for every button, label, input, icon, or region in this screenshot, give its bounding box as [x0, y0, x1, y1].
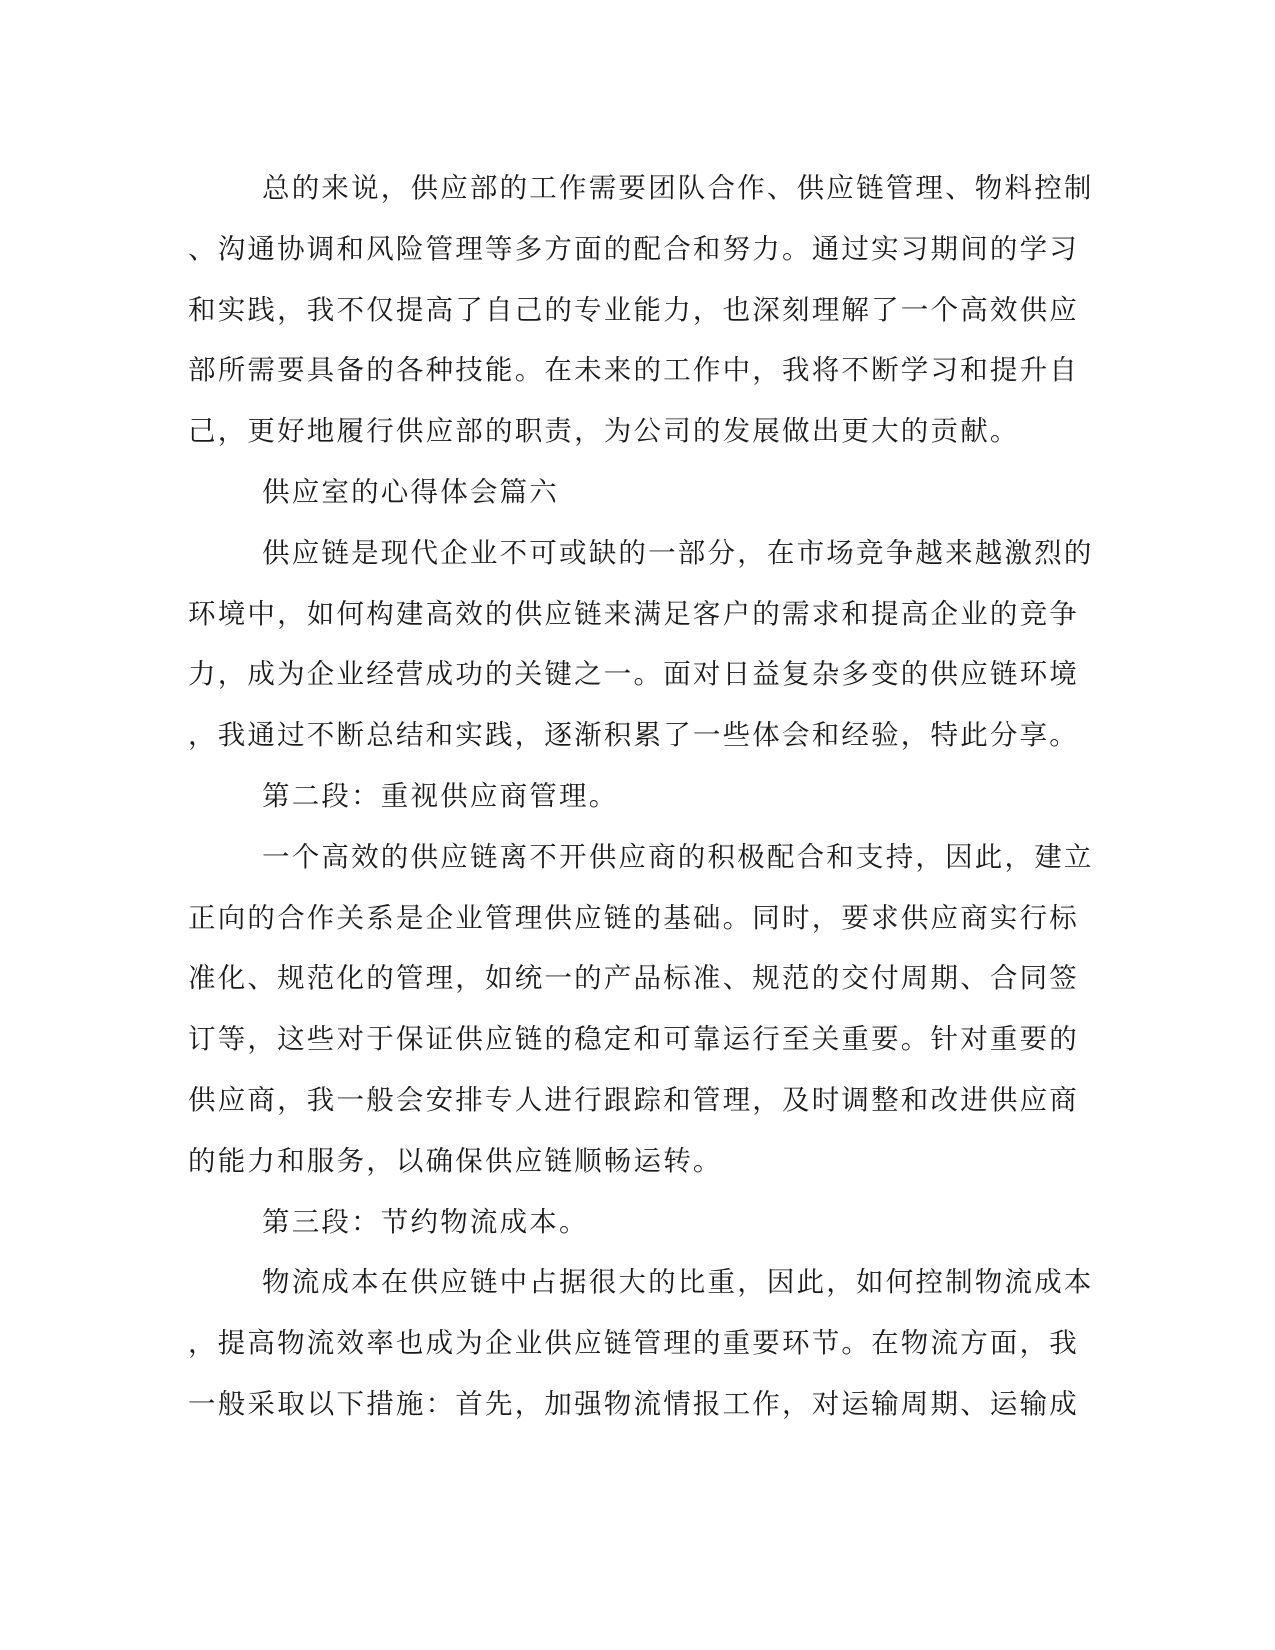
text-line: 订等，这些对于保证供应链的稳定和可靠运行至关重要。针对重要的 — [188, 1023, 1079, 1056]
text-line: ，提高物流效率也成为企业供应链管理的重要环节。在物流方面，我 — [188, 1327, 1079, 1360]
paragraph-summary — [188, 158, 1094, 462]
text-line: 己，更好地履行供应部的职责，为公司的发展做出更大的贡献。 — [188, 415, 1020, 448]
text-line: ，我通过不断总结和实践，逐渐积累了一些体会和经验，特此分享。 — [188, 719, 1079, 752]
text-line: 、沟通协调和风险管理等多方面的配合和努力。通过实习期间的学习 — [188, 232, 1079, 265]
paragraph-section-three — [188, 1252, 1094, 1434]
text-line: 环境中，如何构建高效的供应链来满足客户的需求和提高企业的竞争 — [188, 597, 1079, 630]
paragraph-intro — [188, 523, 1094, 766]
text-line: 总的来说，供应部的工作需要团队合作、供应链管理、物料控制 — [262, 172, 1094, 204]
text-line: 力，成为企业经营成功的关键之一。面对日益复杂多变的供应链环境 — [188, 658, 1079, 691]
text-line: 一个高效的供应链离不开供应商的积极配合和支持，因此，建立 — [262, 840, 1094, 873]
text-line: 供应链是现代企业不可或缺的一部分，在市场竞争越来越激烈的 — [262, 536, 1094, 569]
paragraph-section-two — [188, 827, 1094, 1192]
section-two-title — [188, 766, 1088, 827]
text-line: 的能力和服务，以确保供应链顺畅运转。 — [188, 1144, 723, 1177]
heading-text: 供应室的心得体会篇六 — [262, 475, 559, 508]
text-line: 一般采取以下措施：首先，加强物流情报工作，对运输周期、运输成 — [188, 1387, 1079, 1420]
heading-text: 第二段：重视供应商管理。 — [262, 779, 619, 812]
heading-text: 第三段：节约物流成本。 — [262, 1205, 589, 1238]
document-body — [188, 158, 1094, 1435]
text-line: 准化、规范化的管理，如统一的产品标准、规范的交付周期、合同签 — [188, 962, 1079, 995]
section-three-title — [188, 1192, 1088, 1253]
text-line: 正向的合作关系是企业管理供应链的基础。同时，要求供应商实行标 — [188, 901, 1079, 934]
text-line: 部所需要具备的各种技能。在未来的工作中，我将不断学习和提升自 — [188, 354, 1079, 387]
text-line: 供应商，我一般会安排专人进行跟踪和管理，及时调整和改进供应商 — [188, 1083, 1079, 1116]
text-line: 物流成本在供应链中占据很大的比重，因此，如何控制物流成本 — [262, 1266, 1094, 1299]
section-heading-six — [188, 462, 1088, 523]
text-line: 和实践，我不仅提高了自己的专业能力，也深刻理解了一个高效供应 — [188, 293, 1079, 326]
